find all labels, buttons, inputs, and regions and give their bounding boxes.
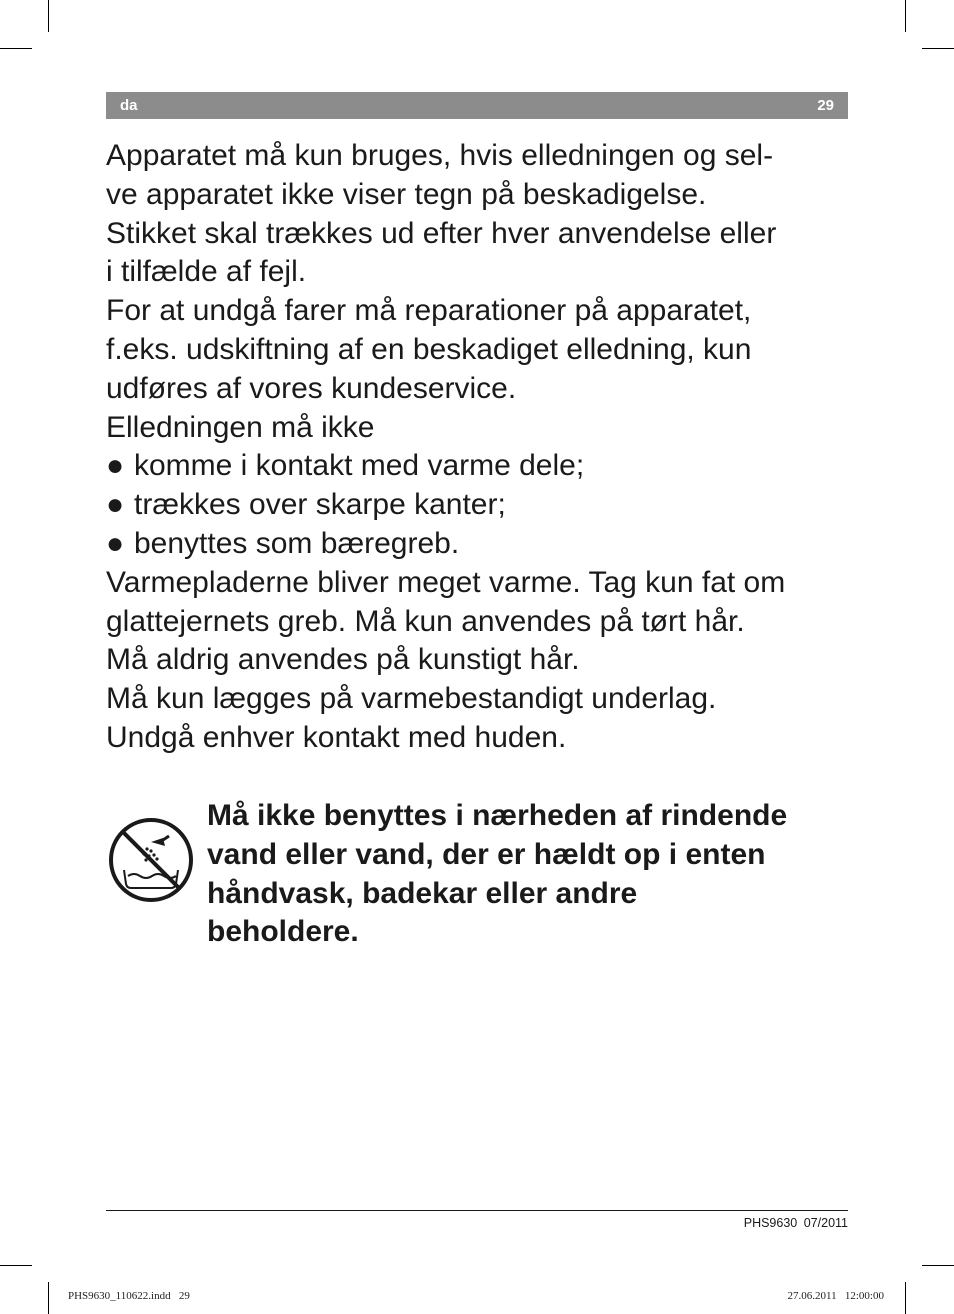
body-line: Må aldrig anvendes på kunstigt hår. xyxy=(106,643,580,677)
body-line: Apparatet må kun bruges, hvis elledningen og sel- xyxy=(106,139,774,172)
bullet-item xyxy=(106,486,856,525)
body-line: Stikket skal trækkes ud efter hver anvendelse eller xyxy=(106,216,777,250)
warning-line: Må ikke benyttes i nærheden af rindende xyxy=(207,799,788,832)
body-line: udføres af vores kundeservice. xyxy=(106,371,517,405)
body-line: Varmepladerne bliver meget varme. Tag kun fat om xyxy=(106,565,786,599)
crop-mark xyxy=(0,1265,32,1266)
print-slug-file: PHS9630_110622.indd 29 xyxy=(68,1290,190,1302)
bullet-text: trækkes over skarpe kanter; xyxy=(134,488,506,522)
bullet-icon: ● xyxy=(106,449,125,483)
body-line: glattejernets greb. Må kun anvendes på tørt hår. xyxy=(106,604,745,638)
body-line: Elledningen må ikke xyxy=(106,410,375,444)
crop-mark xyxy=(922,1265,954,1266)
print-slug-timestamp: 27.06.2011 12:00:00 xyxy=(787,1290,884,1302)
bullet-item xyxy=(106,525,856,564)
bullet-text: komme i kontakt med varme dele; xyxy=(134,449,585,483)
crop-mark xyxy=(922,48,954,49)
model-number: PHS9630 xyxy=(743,1216,798,1230)
publication-date: 07/2011 xyxy=(803,1216,848,1230)
safety-instructions xyxy=(106,137,856,758)
crop-mark xyxy=(905,0,906,32)
body-line: For at undgå farer må reparationer på apparatet, xyxy=(106,294,752,328)
water-warning-text xyxy=(207,797,857,952)
no-water-prohibition-icon xyxy=(107,816,195,904)
bullet-icon: ● xyxy=(106,488,125,522)
crop-mark xyxy=(48,1282,49,1314)
body-line: Undgå enhver kontakt med huden. xyxy=(106,720,567,754)
bullet-text: benyttes som bæregreb. xyxy=(134,526,460,560)
warning-line: vand eller vand, der er hældt op i enten xyxy=(207,837,766,871)
warning-line: håndvask, badekar eller andre xyxy=(207,876,638,910)
warning-line: beholdere. xyxy=(207,915,359,949)
body-line: i tilfælde af fejl. xyxy=(106,255,307,289)
language-code: da xyxy=(120,97,138,114)
page-header-bar xyxy=(106,92,848,119)
crop-mark xyxy=(0,48,32,49)
body-line: Må kun lægges på varmebestandigt underlag. xyxy=(106,682,717,716)
bullet-item xyxy=(106,447,856,486)
footer-rule xyxy=(106,1210,848,1211)
crop-mark xyxy=(48,0,49,32)
body-line: f.eks. udskiftning af en beskadiget elledning, kun xyxy=(106,332,752,366)
body-line: ve apparatet ikke viser tegn på beskadigelse. xyxy=(106,177,707,211)
bullet-icon: ● xyxy=(106,526,125,560)
crop-mark xyxy=(905,1282,906,1314)
footer-model-date xyxy=(744,1216,848,1230)
page-number: 29 xyxy=(817,97,834,114)
